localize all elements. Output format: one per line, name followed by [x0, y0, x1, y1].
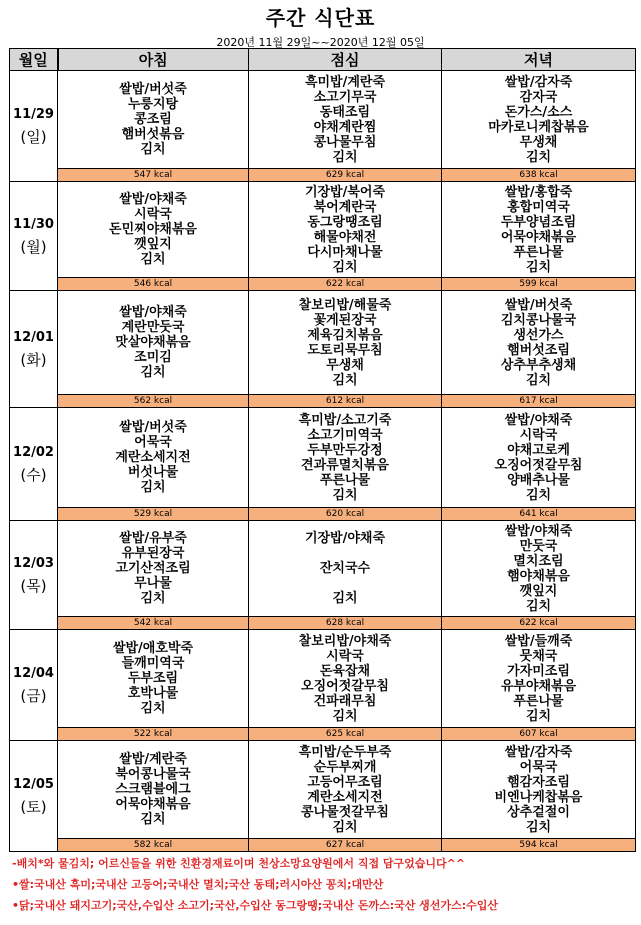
day-cell — [10, 630, 58, 741]
dish-item: 깻잎지 — [134, 237, 172, 252]
dish-item: 김치 — [140, 365, 166, 380]
lunch-dishes — [249, 630, 442, 728]
dish-item: 유부된장국 — [121, 546, 185, 561]
menu-period: 2020년 11월 29일~~2020년 12월 05일 — [216, 36, 425, 49]
breakfast-kcal: 562 kcal — [58, 395, 249, 408]
day-row — [10, 741, 636, 839]
lunch-kcal: 620 kcal — [249, 508, 442, 521]
dish-item: 무생채 — [326, 357, 364, 373]
dinner-dishes — [442, 630, 636, 728]
dish-item: 오징어젓갈무침 — [301, 678, 389, 694]
dish-item: 해물야채전 — [313, 229, 377, 245]
dish-item: 누룽지탕 — [127, 97, 179, 112]
dish-item: 김치 — [525, 598, 552, 614]
dish-item: 기장밥/북어죽 — [304, 184, 386, 200]
date-label: 12/03 — [13, 556, 54, 571]
dish-item: 햄버섯볶음 — [121, 127, 185, 142]
dish-item: 콩나물무침 — [313, 134, 377, 150]
breakfast-kcal: 529 kcal — [58, 508, 249, 521]
dish-item: 계란소세지전 — [115, 450, 191, 465]
dish-item: 김치 — [332, 149, 358, 165]
dish-item: 햄버섯조림 — [507, 342, 570, 358]
dish-item: 시락국 — [326, 648, 364, 664]
dish-item: 쌀밥/버섯죽 — [119, 82, 187, 97]
dinner-dishes — [442, 71, 636, 169]
dinner-kcal: 607 kcal — [442, 728, 636, 741]
dinner-kcal: 599 kcal — [442, 278, 636, 291]
dish-item: 만둣국 — [519, 538, 558, 554]
dish-item: 김치 — [140, 591, 166, 606]
dish-item: 햄감자조림 — [507, 774, 570, 790]
dish-item: 김치 — [525, 149, 552, 165]
dinner-kcal: 641 kcal — [442, 508, 636, 521]
dish-item: 버섯나물 — [127, 465, 179, 480]
date-label: 12/05 — [13, 777, 54, 792]
dinner-dishes — [442, 521, 636, 617]
header-date: 월일 — [10, 49, 58, 71]
breakfast-dishes — [58, 741, 249, 839]
kcal-row — [10, 395, 636, 408]
dish-item: 다시마채나물 — [307, 244, 383, 260]
dish-item: 견과류멸치볶음 — [301, 457, 389, 473]
lunch-dishes — [249, 408, 442, 508]
day-cell — [10, 521, 58, 630]
dish-item: 시락국 — [134, 207, 172, 222]
dish-item: 동그랑땡조림 — [307, 214, 383, 230]
dish-item: 콩나물젓갈무침 — [301, 804, 389, 820]
dish-item: 무생채 — [519, 134, 558, 150]
day-cell — [10, 71, 58, 182]
dish-item: 김치 — [332, 708, 358, 724]
dish-item: 동태조림 — [319, 104, 371, 120]
dish-item: 가자미조림 — [507, 663, 570, 679]
note-line: -배치*와 물김치; 어르신들을 위한 친환경재료이며 천상소망요양원에서 직접 담구었습니다^^ — [12, 857, 466, 870]
dish-item: 어묵국 — [134, 435, 172, 450]
lunch-kcal: 628 kcal — [249, 617, 442, 630]
dinner-kcal: 617 kcal — [442, 395, 636, 408]
dish-item: 흑미밥/소고기죽 — [298, 412, 392, 428]
dish-item: 김치 — [332, 591, 358, 606]
table-header-row — [10, 49, 636, 71]
dish-item: 스크램블에그 — [115, 782, 191, 797]
dish-item: 콩조림 — [134, 112, 172, 127]
dish-item: 김치 — [332, 372, 358, 388]
dish-item: 김치 — [140, 480, 166, 495]
dish-item: 비엔나케찹볶음 — [494, 789, 583, 805]
breakfast-kcal: 546 kcal — [58, 278, 249, 291]
header-breakfast: 아침 — [58, 49, 249, 71]
dish-item: 흑미밥/계란죽 — [304, 74, 386, 90]
dish-item: 홍합미역국 — [507, 199, 570, 215]
dish-item: 쌀밥/야채죽 — [119, 305, 187, 320]
breakfast-dishes — [58, 182, 249, 278]
day-row — [10, 182, 636, 278]
dish-item: 햄야채볶음 — [507, 568, 570, 584]
dish-item: 쌀밥/감자죽 — [504, 74, 573, 90]
dish-item: 어묵야채볶음 — [500, 229, 577, 245]
note-line: •쌀:국내산 흑미;국내산 고등어;국내산 멸치;국산 동태;러시아산 꽁치;대만산 — [12, 878, 384, 891]
dish-item — [249, 546, 441, 561]
dish-item: 북어콩나물국 — [115, 767, 191, 782]
dish-item: 쌀밥/애호박죽 — [112, 641, 194, 656]
lunch-kcal: 629 kcal — [249, 169, 442, 182]
dish-item: 어묵야채볶음 — [115, 797, 191, 812]
dish-item: 조미김 — [134, 350, 172, 365]
dish-item: 푸른나물 — [513, 693, 564, 709]
header-lunch: 점심 — [249, 49, 442, 71]
notes — [12, 853, 632, 916]
dish-item: 김치 — [332, 259, 358, 275]
day-cell — [10, 741, 58, 852]
dish-item: 찰보리밥/해물죽 — [298, 297, 392, 313]
dish-item: 고등어무조림 — [307, 774, 383, 790]
breakfast-kcal: 542 kcal — [58, 617, 249, 630]
dish-item: 쌀밥/들깨죽 — [504, 633, 573, 649]
breakfast-dishes — [58, 291, 249, 395]
dish-item: 잔치국수 — [319, 561, 371, 576]
dinner-dishes — [442, 182, 636, 278]
dish-item: 유부야채볶음 — [500, 678, 577, 694]
dish-item: 상추부추생채 — [500, 357, 577, 373]
day-row — [10, 408, 636, 508]
dish-item: 김치 — [140, 142, 166, 157]
dish-item: 소고기미역국 — [307, 427, 383, 443]
dish-item: 기장밥/야채죽 — [304, 531, 386, 546]
dish-item: 어묵국 — [519, 759, 558, 775]
breakfast-kcal: 522 kcal — [58, 728, 249, 741]
weekday-label: (월) — [20, 238, 47, 256]
header-dinner: 저녁 — [442, 49, 636, 71]
dish-item: 야채계란찜 — [313, 119, 377, 135]
dish-item: 도토리묵무침 — [307, 342, 383, 358]
kcal-row — [10, 169, 636, 182]
date-label: 12/02 — [13, 445, 54, 460]
lunch-kcal: 625 kcal — [249, 728, 442, 741]
weekly-menu-table — [9, 48, 636, 852]
dish-item: 김치 — [525, 708, 552, 724]
dish-item: 야채고로케 — [507, 442, 570, 458]
dish-item: 멸치조림 — [513, 553, 564, 569]
dish-item: 제육김치볶음 — [307, 327, 383, 343]
day-row — [10, 521, 636, 617]
breakfast-kcal: 547 kcal — [58, 169, 249, 182]
lunch-kcal: 622 kcal — [249, 278, 442, 291]
dish-item: 쌀밥/야채죽 — [119, 192, 187, 207]
breakfast-dishes — [58, 521, 249, 617]
breakfast-kcal: 582 kcal — [58, 839, 249, 852]
day-row — [10, 71, 636, 169]
breakfast-dishes — [58, 630, 249, 728]
dish-item: 두부만두강정 — [307, 442, 383, 458]
kcal-row — [10, 728, 636, 741]
page-title: 주간 식단표 — [265, 6, 376, 30]
breakfast-dishes — [58, 71, 249, 169]
lunch-dishes — [249, 521, 442, 617]
dish-item: 쌀밥/버섯죽 — [504, 297, 573, 313]
kcal-row — [10, 278, 636, 291]
dish-item: 감자국 — [519, 89, 558, 105]
dinner-dishes — [442, 291, 636, 395]
dish-item: 계란만둣국 — [121, 320, 185, 335]
dish-item: 흑미밥/순두부죽 — [298, 744, 392, 760]
dish-item: 돈민찌야채볶음 — [109, 222, 197, 237]
dish-item: 김치 — [140, 701, 166, 716]
dish-item: 김치 — [140, 252, 166, 267]
dish-item: 김치콩나물국 — [500, 312, 577, 328]
date-label: 12/01 — [13, 330, 54, 345]
day-row — [10, 630, 636, 728]
date-label: 11/29 — [13, 107, 54, 122]
dish-item: 김치 — [525, 819, 552, 835]
dish-item: 쌀밥/야채죽 — [504, 523, 573, 539]
menu-body — [10, 71, 636, 852]
dish-item: 고기산적조림 — [115, 561, 191, 576]
dish-item: 쌀밥/유부죽 — [119, 531, 187, 546]
dish-item: 무나물 — [134, 576, 172, 591]
breakfast-dishes — [58, 408, 249, 508]
dish-item: 깻잎지 — [519, 583, 558, 599]
day-cell — [10, 291, 58, 408]
dinner-dishes — [442, 741, 636, 839]
dish-item: 찰보리밥/야채죽 — [298, 633, 392, 649]
dish-item: 건파래무침 — [313, 693, 377, 709]
dish-item: 쌀밥/버섯죽 — [119, 420, 187, 435]
lunch-dishes — [249, 182, 442, 278]
dish-item: 맛살야채볶음 — [115, 335, 191, 350]
dish-item: 마카로니케찹볶음 — [488, 119, 589, 135]
dish-item: 두부조림 — [127, 671, 179, 686]
dish-item: 계란소세지전 — [307, 789, 383, 805]
dish-item: 양배추나물 — [507, 472, 570, 488]
dish-item: 돈가스/소스 — [504, 104, 573, 120]
dish-item: 김치 — [525, 259, 552, 275]
weekday-label: (수) — [20, 466, 47, 484]
dish-item: 김치 — [525, 487, 552, 503]
day-cell — [10, 182, 58, 291]
weekday-label: (일) — [20, 128, 47, 146]
dish-item: 뭇채국 — [519, 648, 558, 664]
weekday-label: (금) — [20, 687, 47, 705]
dinner-dishes — [442, 408, 636, 508]
weekday-label: (화) — [20, 351, 47, 369]
date-label: 12/04 — [13, 666, 54, 681]
date-label: 11/30 — [13, 217, 54, 232]
dish-item: 김치 — [332, 819, 358, 835]
weekday-label: (토) — [20, 798, 47, 816]
note-line: •닭;국내산 돼지고기;국산,수입산 소고기;국산,수입산 동그랑땡;국내산 돈까스:국산 생선가스:수입산 — [12, 899, 498, 912]
dinner-kcal: 622 kcal — [442, 617, 636, 630]
weekday-label: (목) — [20, 577, 47, 595]
dish-item: 김치 — [525, 372, 552, 388]
kcal-row — [10, 839, 636, 852]
dish-item: 꽃게된장국 — [313, 312, 377, 328]
dish-item: 상추겉절이 — [507, 804, 570, 820]
lunch-dishes — [249, 741, 442, 839]
dish-item: 돈육잡채 — [319, 663, 371, 679]
day-row — [10, 291, 636, 395]
dinner-kcal: 594 kcal — [442, 839, 636, 852]
dish-item: 김치 — [140, 812, 166, 827]
dish-item — [249, 576, 441, 591]
dish-item: 쌀밥/야채죽 — [504, 412, 573, 428]
lunch-dishes — [249, 291, 442, 395]
lunch-dishes — [249, 71, 442, 169]
dish-item: 푸른나물 — [513, 244, 564, 260]
dish-item: 호박나물 — [127, 686, 179, 701]
kcal-row — [10, 508, 636, 521]
dish-item: 쌀밥/감자죽 — [504, 744, 573, 760]
dish-item: 쌀밥/홍합죽 — [504, 184, 573, 200]
dish-item: 시락국 — [519, 427, 558, 443]
dish-item: 생선가스 — [513, 327, 564, 343]
dish-item: 순두부찌개 — [313, 759, 377, 775]
dish-item: 쌀밥/계란죽 — [119, 752, 187, 767]
dish-item: 오징어젓갈무침 — [494, 457, 583, 473]
dish-item: 김치 — [332, 487, 358, 503]
day-cell — [10, 408, 58, 521]
lunch-kcal: 612 kcal — [249, 395, 442, 408]
dish-item: 들깨미역국 — [121, 656, 185, 671]
lunch-kcal: 627 kcal — [249, 839, 442, 852]
dish-item: 소고기무국 — [313, 89, 377, 105]
dish-item: 북어계란국 — [313, 199, 377, 215]
kcal-row — [10, 617, 636, 630]
dinner-kcal: 638 kcal — [442, 169, 636, 182]
dish-item: 두부양념조림 — [500, 214, 577, 230]
dish-item: 푸른나물 — [319, 472, 371, 488]
